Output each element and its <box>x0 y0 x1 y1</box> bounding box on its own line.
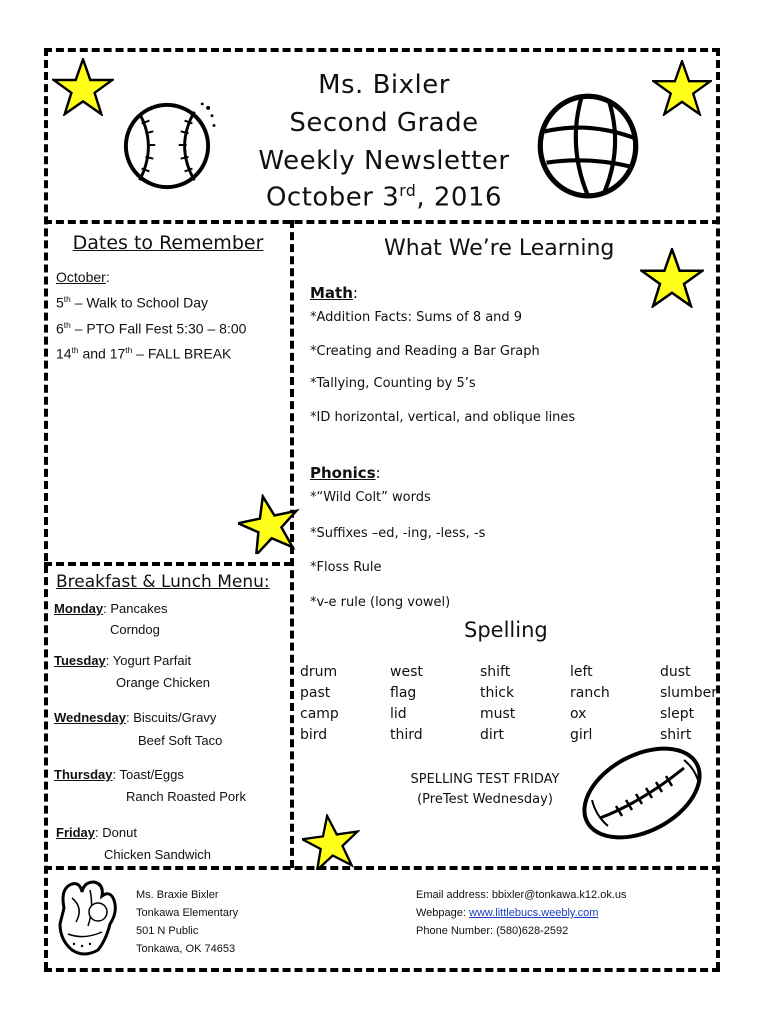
football-icon <box>572 740 712 846</box>
spelling-word: lid <box>390 706 407 722</box>
spelling-word: left <box>570 664 593 680</box>
spelling-word: must <box>480 706 516 722</box>
baseball-glove-icon <box>54 878 120 958</box>
spelling-word: ranch <box>570 685 610 701</box>
math-heading: Math: <box>310 284 358 302</box>
dates-month: October: <box>56 269 110 285</box>
math-item: *Creating and Reading a Bar Graph <box>310 344 540 359</box>
border-top <box>44 48 720 52</box>
footer-phone: Phone Number: (580)628-2592 <box>416 925 569 937</box>
spelling-word: flag <box>390 685 417 701</box>
grade-line: Second Grade <box>289 108 479 138</box>
date-item: 14th and 17th – FALL BREAK <box>56 345 232 362</box>
spelling-word: camp <box>300 706 339 722</box>
menu-heading: Breakfast & Lunch Menu: <box>56 572 270 592</box>
footer-webpage: Webpage: www.littlebucs.weebly.com <box>416 907 599 919</box>
math-item: *ID horizontal, vertical, and oblique lines <box>310 410 576 425</box>
border-bottom <box>44 968 720 972</box>
spelling-word: thick <box>480 685 515 701</box>
star-icon <box>238 494 300 554</box>
menu-day: Monday: Pancakes Corndog <box>54 601 168 637</box>
phonics-heading: Phonics: <box>310 464 381 482</box>
spelling-test-note: SPELLING TEST FRIDAY (PreTest Wednesday) <box>410 772 560 807</box>
menu-day: Tuesday: Yogurt Parfait Orange Chicken <box>54 653 210 690</box>
menu-day: Wednesday: Biscuits/Gravy Beef Soft Taco <box>54 710 223 748</box>
learning-heading: What We’re Learning <box>384 236 615 261</box>
newsletter-title: Weekly Newsletter <box>258 146 510 176</box>
spelling-heading: Spelling <box>464 618 548 642</box>
star-icon <box>52 58 114 116</box>
spelling-word: west <box>390 664 423 680</box>
webpage-link[interactable]: www.littlebucs.weebly.com <box>469 907 599 919</box>
baseball-icon <box>118 100 216 192</box>
dates-heading: Dates to Remember <box>72 232 264 254</box>
menu-day: Friday: Donut Chicken Sandwich <box>56 825 211 862</box>
spelling-word: girl <box>570 727 593 743</box>
newsletter-date: October 3rd, 2016 <box>265 182 503 213</box>
spelling-word: shirt <box>660 727 692 743</box>
border-content-bottom <box>44 866 720 870</box>
footer-street: 501 N Public <box>136 925 199 937</box>
footer-email: Email address: bbixler@tonkawa.k12.ok.us <box>416 889 627 901</box>
star-icon <box>640 248 704 308</box>
spelling-word: shift <box>480 664 511 680</box>
spelling-word: drum <box>300 664 338 680</box>
dates-list <box>56 266 246 365</box>
basketball-icon <box>536 90 640 200</box>
footer-contact <box>136 886 238 958</box>
spelling-word: past <box>300 685 331 701</box>
spelling-word: ox <box>570 706 587 722</box>
spelling-word: third <box>390 727 423 743</box>
footer-online <box>416 886 627 940</box>
footer-city: Tonkawa, OK 74653 <box>136 943 236 955</box>
spelling-word: bird <box>300 727 328 743</box>
date-item: 5th – Walk to School Day <box>56 294 209 311</box>
spelling-word: slumber <box>660 685 717 701</box>
phonics-item: *“Wild Colt” words <box>310 490 431 505</box>
spelling-word: dust <box>660 664 691 680</box>
spelling-word: dirt <box>480 727 505 743</box>
menu-day: Thursday: Toast/Eggs Ranch Roasted Pork <box>54 767 246 804</box>
footer-name: Ms. Braxie Bixler <box>136 889 219 901</box>
math-item: *Tallying, Counting by 5’s <box>310 376 476 391</box>
phonics-item: *Floss Rule <box>310 560 382 575</box>
date-item: 6th – PTO Fall Fest 5:30 – 8:00 <box>56 319 247 337</box>
border-header-bottom <box>44 220 720 224</box>
spelling-word: slept <box>660 706 695 722</box>
math-item: *Addition Facts: Sums of 8 and 9 <box>310 310 523 325</box>
footer-school: Tonkawa Elementary <box>136 907 239 919</box>
teacher-name: Ms. Bixler <box>318 70 450 100</box>
phonics-item: *v-e rule (long vowel) <box>310 595 451 610</box>
star-icon <box>652 60 712 116</box>
star-icon <box>302 814 360 870</box>
border-dates-bottom <box>44 562 292 566</box>
phonics-item: *Suffixes –ed, -ing, -less, -s <box>310 526 486 541</box>
